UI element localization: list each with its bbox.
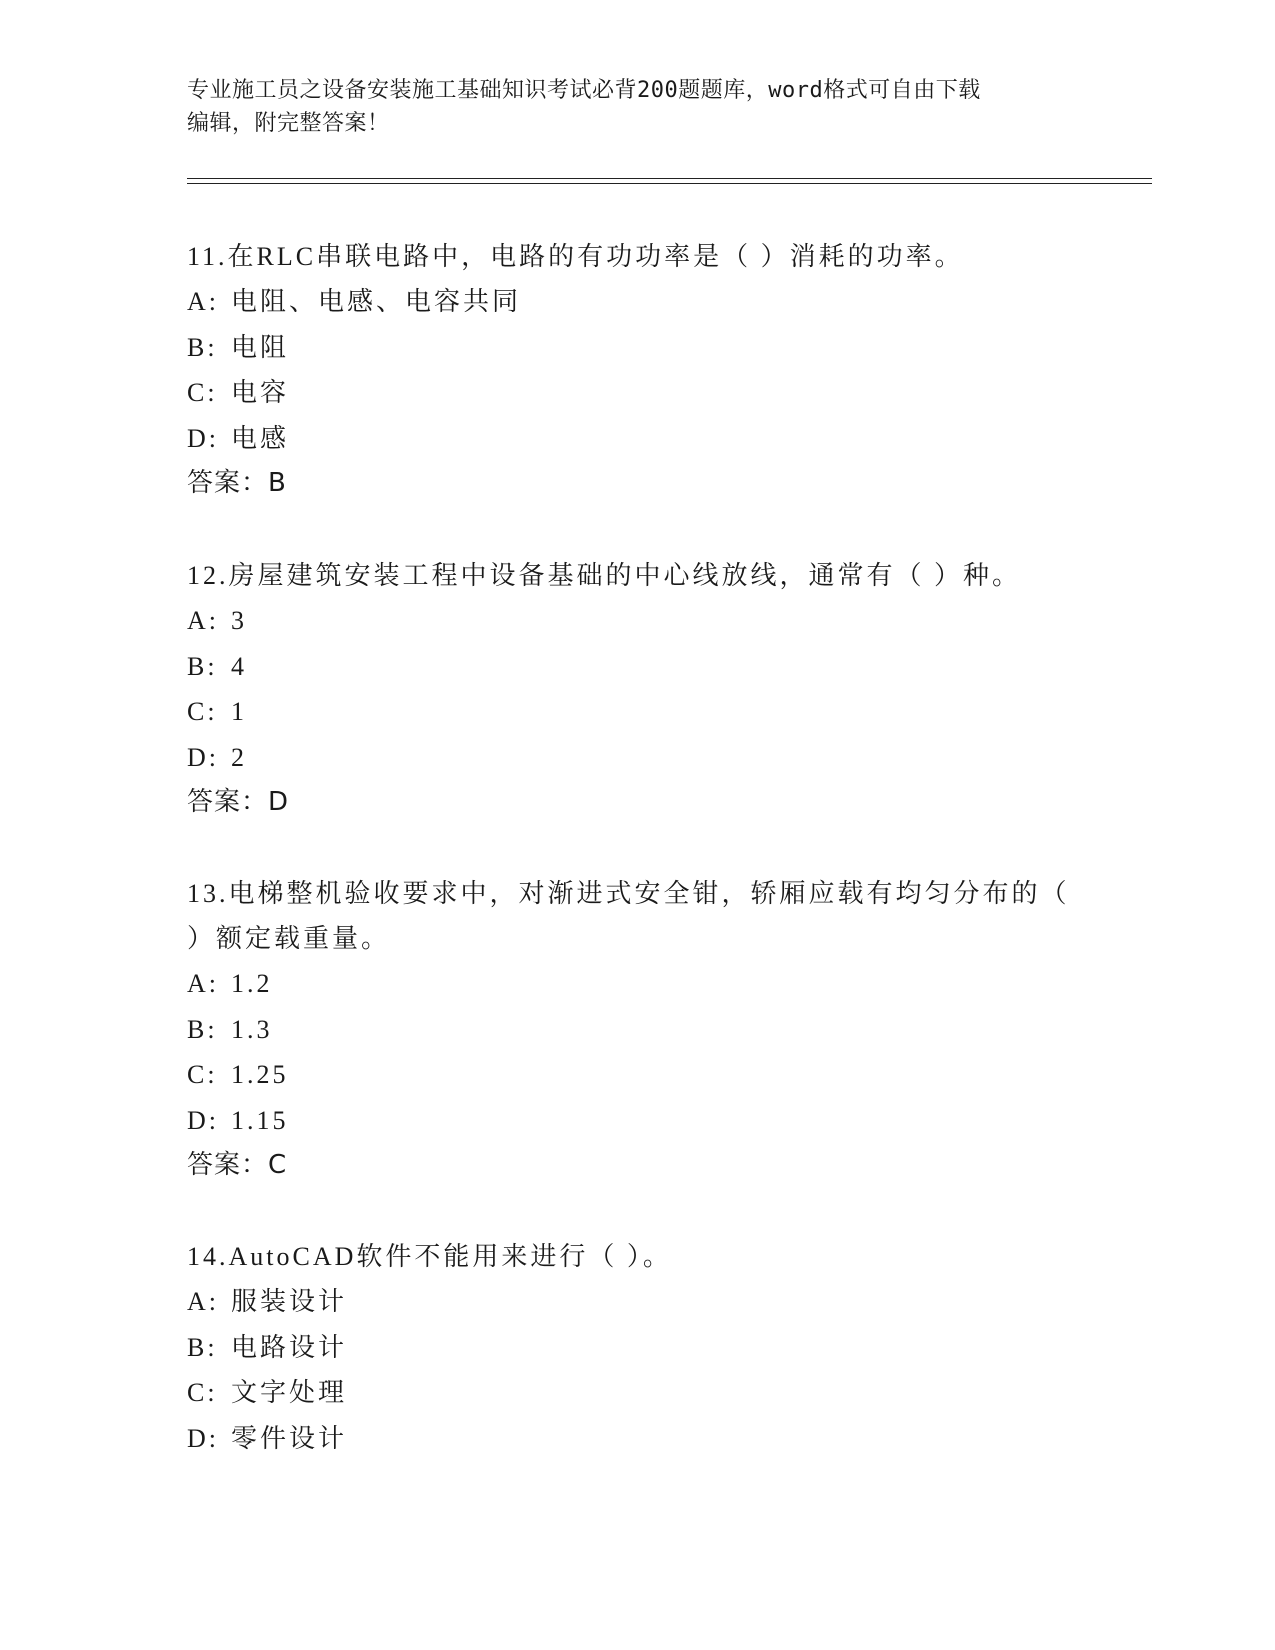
question-11: [187, 234, 1087, 506]
option-a: [187, 279, 1087, 325]
option-key: D:: [187, 1105, 219, 1135]
option-key: B:: [187, 1014, 218, 1044]
option-text: 电路设计: [231, 1332, 348, 1362]
option-text: 1.25: [231, 1060, 289, 1089]
header-divider-bottom: [187, 183, 1152, 184]
option-key: C:: [187, 697, 218, 726]
option-text: 电感: [231, 423, 290, 453]
option-key: A:: [187, 1287, 219, 1316]
question-title-line-2: ）额定载重量。: [187, 924, 391, 953]
option-key: C:: [187, 378, 218, 407]
option-key: A:: [187, 287, 219, 316]
answer-label: 答案：B: [187, 468, 287, 498]
answer-label: 答案：D: [187, 787, 290, 817]
option-c: [187, 1052, 1087, 1098]
document-header: [187, 74, 1067, 140]
option-d: [187, 416, 1087, 462]
option-text: 1.2: [231, 969, 273, 998]
option-text: 零件设计: [231, 1423, 348, 1453]
option-text: 1.3: [231, 1014, 273, 1044]
option-text: 1.15: [231, 1105, 289, 1135]
option-key: C:: [187, 1378, 218, 1407]
option-a: [187, 1279, 1087, 1325]
option-b: [187, 1325, 1087, 1371]
header-divider-top: [187, 178, 1152, 179]
option-text: 2: [231, 742, 247, 772]
option-key: B:: [187, 1332, 218, 1362]
option-text: 电容: [231, 378, 290, 407]
option-c: [187, 370, 1087, 416]
option-key: D:: [187, 742, 219, 772]
option-a: [187, 598, 1087, 644]
header-line-1: 专业施工员之设备安装施工基础知识考试必背200题题库，word格式可自由下载: [187, 78, 981, 103]
question-12: [187, 553, 1087, 825]
option-text: 1: [231, 697, 247, 726]
option-b: [187, 325, 1087, 371]
option-a: [187, 961, 1087, 1007]
option-text: 4: [231, 651, 247, 681]
question-title: 11.在RLC串联电路中，电路的有功功率是（ ）消耗的功率。: [187, 242, 964, 271]
question-14: [187, 1234, 1087, 1461]
option-text: 电阻、电感、电容共同: [231, 287, 522, 316]
question-13: [187, 871, 1087, 1188]
option-d: [187, 1416, 1087, 1462]
question-title-line-1: 13.电梯整机验收要求中，对渐进式安全钳，轿厢应载有均匀分布的（: [187, 879, 1070, 908]
question-title: 14.AutoCAD软件不能用来进行（ ）。: [187, 1242, 672, 1271]
option-key: D:: [187, 423, 219, 453]
option-key: B:: [187, 651, 218, 681]
header-line-2: 编辑，附完整答案！: [187, 111, 390, 136]
option-d: [187, 1098, 1087, 1144]
option-text: 服装设计: [231, 1287, 348, 1316]
option-key: C:: [187, 1060, 218, 1089]
option-key: D:: [187, 1423, 219, 1453]
option-b: [187, 1007, 1087, 1053]
option-key: A:: [187, 969, 219, 998]
option-c: [187, 689, 1087, 735]
option-text: 电阻: [231, 332, 290, 362]
option-text: 3: [231, 606, 247, 635]
option-key: A:: [187, 606, 219, 635]
question-title: 12.房屋建筑安装工程中设备基础的中心线放线，通常有（ ）种。: [187, 561, 1022, 590]
option-text: 文字处理: [231, 1378, 348, 1407]
option-b: [187, 644, 1087, 690]
answer-label: 答案：C: [187, 1150, 288, 1180]
option-d: [187, 735, 1087, 781]
option-c: [187, 1370, 1087, 1416]
option-key: B:: [187, 332, 218, 362]
